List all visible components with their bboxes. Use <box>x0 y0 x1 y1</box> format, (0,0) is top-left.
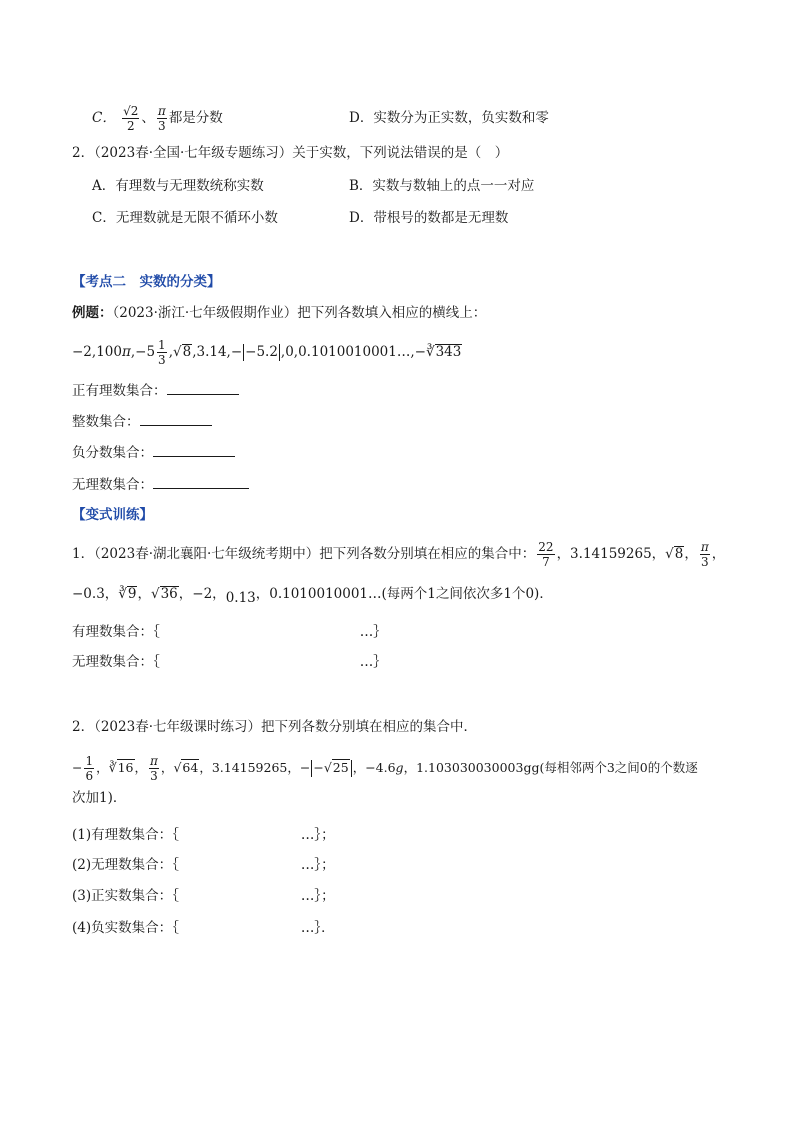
q2-option-c: C．无理数就是无限不循环小数 <box>92 210 278 226</box>
variant-q1-line2: −0.3，∛9，√36，−2，0.13，0.1010010001…(每两个1之间依次多1个0)． <box>72 586 553 606</box>
answer-blank[interactable] <box>153 474 249 489</box>
option-c-prev: C． $\frac{√2}{2}$ 、 $\frac{\pi}{3}$ 都是分数 <box>92 104 223 133</box>
fraction-sqrt2-over-2: $\frac{√2}{2}$ <box>123 104 139 133</box>
answer-blank[interactable] <box>167 380 239 395</box>
variant-q2-set-1: (1)有理数集合：｛ …｝； <box>72 827 335 843</box>
example-line: 例题：（2023·浙江·七年级假期作业）把下列各数填入相应的横线上： <box>72 305 487 321</box>
q2-option-d: D．带根号的数都是无理数 <box>349 210 509 226</box>
set-line-positive-rational: 正有理数集合： <box>72 380 239 401</box>
option-d-prev: D．实数分为正实数，负实数和零 <box>349 110 549 126</box>
variant-q2-set-3: (3)正实数集合：｛ …｝； <box>72 888 335 904</box>
variant-q1-set-rational: 有理数集合：｛ …｝ <box>72 624 387 640</box>
variant-q2-set-2: (2)无理数集合：｛ …｝； <box>72 857 335 873</box>
variant-q2-set-4: (4)负实数集合：｛ …｝． <box>72 920 335 936</box>
fraction-pi-over-3: $\frac{\pi}{3}$ <box>157 104 166 133</box>
set-line-irrational: 无理数集合： <box>72 474 249 495</box>
example-numbers: −2,100π,−5 $\frac{1}{3}$ ,√8,3.14,− −5.2 ,0,0.1010010001…,−∛343 <box>72 338 462 367</box>
variant-q2-line2: 次加1)． <box>72 790 127 806</box>
question-2-stem: 2．（2023春·全国·七年级专题练习）关于实数，下列说法错误的是（ ） <box>72 145 509 161</box>
set-line-integer: 整数集合： <box>72 411 212 432</box>
fraction-pi-over-3: $\frac{\pi}{3}$ <box>150 754 158 783</box>
q2-option-a: A．有理数与无理数统称实数 <box>92 178 264 194</box>
variant-q2-numbers: − $\frac{1}{6}$ ，∛16， $\frac{\pi}{3}$ ，√64，3.14159265，− −√25 ，−4.6𝑔，1.103030030003gg(每相邻两个3之间0的个数逐 <box>72 754 698 783</box>
mixed-fraction: $\frac{1}{3}$ <box>158 338 166 367</box>
variant-heading: 【变式训练】 <box>72 507 153 523</box>
variant-q2-stem: 2．（2023春·七年级课时练习）把下列各数分别填在相应的集合中． <box>72 719 477 735</box>
section-heading-classification: 【考点二 实数的分类】 <box>72 274 221 290</box>
variant-q1-line1: 1．（2023春·湖北襄阳·七年级统考期中）把下列各数分别填在相应的集合中： $\frac{22}{7}$ ，3.14159265，√8， $\frac{\pi}{3}$ ， <box>72 540 726 569</box>
q2-option-b: B．实数与数轴上的点一一对应 <box>349 178 535 194</box>
answer-blank[interactable] <box>140 411 212 426</box>
fraction-1-over-6: $\frac{1}{6}$ <box>85 754 94 783</box>
repeating-decimal: 0.13 <box>225 590 256 606</box>
answer-blank[interactable] <box>153 442 235 457</box>
set-line-negative-fraction: 负分数集合： <box>72 442 235 463</box>
fraction-pi-over-3: $\frac{\pi}{3}$ <box>700 540 709 569</box>
fraction-22-over-7: $\frac{22}{7}$ <box>538 540 554 569</box>
variant-q1-set-irrational: 无理数集合：｛ …｝ <box>72 654 387 670</box>
